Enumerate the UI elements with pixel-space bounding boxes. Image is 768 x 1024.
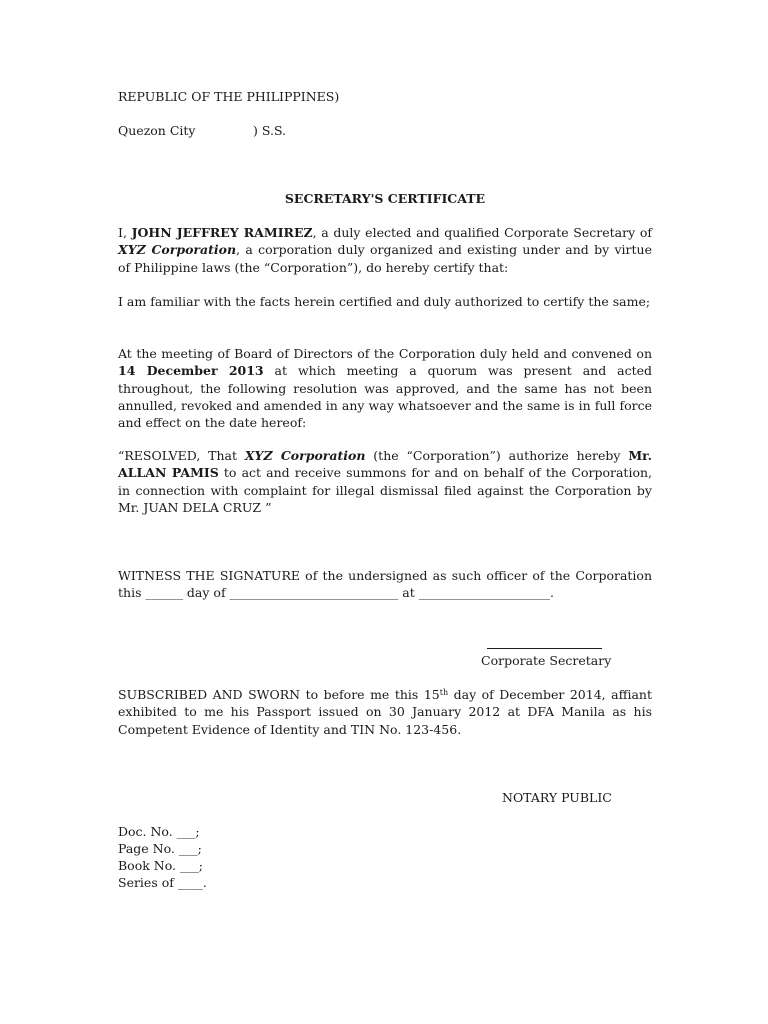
republic-line: REPUBLIC OF THE PHILIPPINES) (118, 89, 340, 104)
authorized-agent: Mr. ALLAN PAMIS (118, 448, 652, 481)
corporate-secretary-label: Corporate Secretary (481, 653, 612, 668)
resolution-text-2: (the “Corporation”) authorize hereby (365, 448, 629, 463)
series-of: Series of ____. (118, 875, 207, 890)
witness-paragraph (118, 567, 652, 602)
intro-text-2: , a duly elected and qualified Corporate Secretary of (312, 225, 652, 240)
meeting-date: 14 December 2013 (118, 363, 264, 379)
witness-text: of the undersigned as such officer of the Corporation this ______ day of ___________________________ at _____________________. (118, 568, 652, 601)
resolution-corporation: XYZ Corporation (244, 448, 366, 463)
meeting-paragraph (118, 345, 652, 431)
signature-line (487, 648, 602, 649)
document-title (118, 190, 652, 207)
document-title-text: SECRETARY'S CERTIFICATE (284, 191, 486, 206)
notary-public-label: NOTARY PUBLIC (502, 790, 612, 805)
doc-no: Doc. No. ___; (118, 824, 200, 839)
resolution-text-3: to act and receive summons for and on behalf of the Corporation, in connection with complaint for illegal dismissal filed against the Corporation by Mr. JUAN DELA CRUZ ” (118, 465, 652, 515)
secretary-name: JOHN JEFFREY RAMIREZ (131, 225, 313, 240)
intro-text-1: I, (118, 225, 132, 240)
page-no: Page No. ___; (118, 841, 202, 856)
ss-marker: ) S.S. (253, 123, 287, 138)
subscribed-text-1: SUBSCRIBED AND SWORN to before me this 15 (118, 687, 440, 702)
book-no: Book No. ___; (118, 858, 203, 873)
subscribed-text-2: day of December 2014, affiant exhibited to me his Passport issued on 30 January 2012 at DFA Manila as his Competent Evidence of Identity and TIN No. 123-456. (118, 687, 652, 737)
ordinal-suffix: th (439, 688, 449, 697)
subscribed-paragraph (118, 686, 652, 738)
witness-lead: WITNESS THE SIGNATURE (118, 568, 300, 583)
familiar-paragraph: I am familiar with the facts herein certified and duly authorized to certify the same; (118, 294, 651, 309)
city-line: Quezon City (118, 123, 196, 138)
intro-text-3: , a corporation duly organized and existing under and by virtue of Philippine laws (the “Corporation”), do hereby certify that: (118, 242, 652, 275)
corporation-name: XYZ Corporation (118, 242, 237, 258)
meeting-text-2: at which meeting a quorum was present and acted throughout, the following resolution was approved, and the same has not been annulled, revoked and amended in any way whatsoever and the same is in full force and effect on the date hereof: (118, 363, 652, 431)
resolution-text-1: “RESOLVED, That (118, 448, 245, 463)
meeting-text-1: At the meeting of Board of Directors of the Corporation duly held and convened on (118, 346, 652, 361)
resolution-paragraph (118, 447, 652, 516)
intro-paragraph (118, 224, 652, 276)
